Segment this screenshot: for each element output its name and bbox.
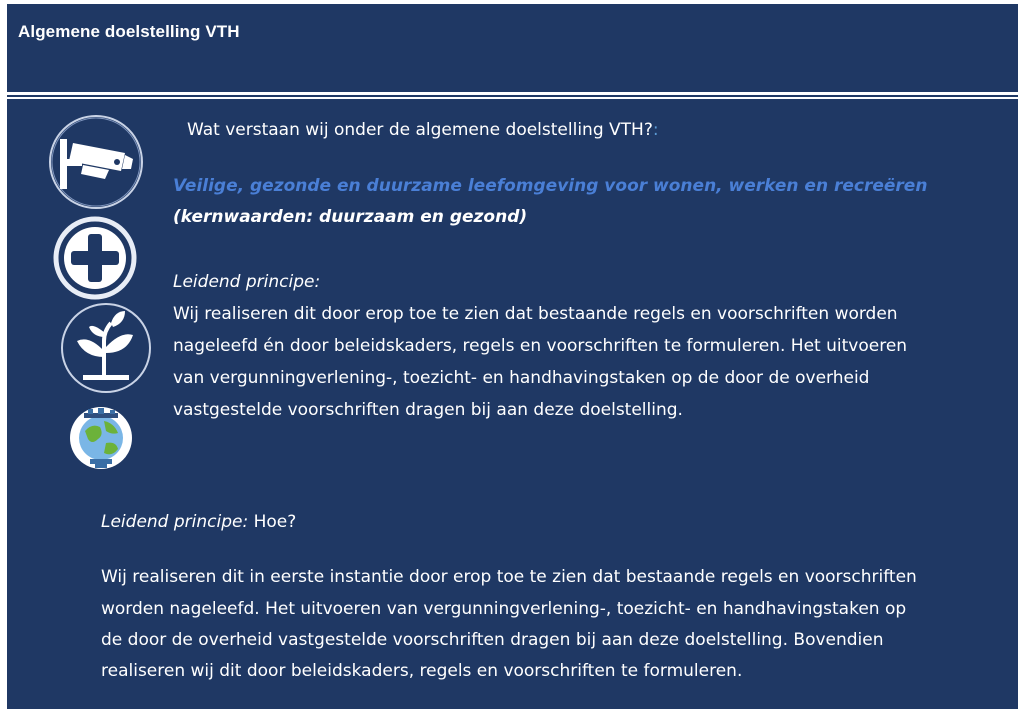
medical-cross-icon bbox=[53, 216, 137, 300]
principle-1-line: van vergunningverlening-, toezicht- en handhavingstaken op de door de overheid bbox=[173, 368, 870, 388]
globe-icon bbox=[68, 405, 134, 471]
principle-1-title: Leidend principe: bbox=[173, 272, 321, 292]
principle-2-line: worden nageleefd. Het uitvoeren van vergunningverlening-, toezicht- en handhavingstaken op bbox=[101, 599, 907, 619]
principle-1-line: nageleefd én door beleidskaders, regels en voorschriften te formuleren. Het uitvoeren bbox=[173, 336, 908, 356]
principle-1-line: Wij realiseren dit door erop toe te zien dat bestaande regels en voorschriften worden bbox=[173, 304, 898, 324]
header-bar bbox=[7, 4, 1018, 92]
page-title: Algemene doelstelling VTH bbox=[18, 22, 240, 41]
security-camera-icon bbox=[47, 113, 145, 211]
intro-question-text: Wat verstaan wij onder de algemene doelstelling VTH? bbox=[187, 120, 653, 140]
principle-2-title bbox=[101, 512, 296, 532]
principle-2-label: Leidend principe: bbox=[101, 512, 249, 532]
principle-2-line: de door de overheid vastgestelde voorschriften dragen bij aan deze doelstelling. Bovendien bbox=[101, 630, 884, 650]
principle-2-line: Wij realiseren dit in eerste instantie door erop toe te zien dat bestaande regels en voorschriften bbox=[101, 567, 917, 587]
principle-1-line: vastgestelde voorschriften dragen bij aan deze doelstelling. bbox=[173, 400, 683, 420]
content-panel bbox=[7, 99, 1018, 709]
intro-question bbox=[187, 120, 659, 140]
principle-2-suffix: Hoe? bbox=[248, 512, 297, 532]
plant-icon bbox=[59, 301, 153, 395]
goal-statement: Veilige, gezonde en duurzame leefomgeving voor wonen, werken en recreëren bbox=[173, 176, 928, 196]
core-values: (kernwaarden: duurzaam en gezond) bbox=[173, 207, 528, 227]
intro-question-colon: : bbox=[652, 120, 659, 140]
principle-2-line: realiseren wij dit door beleidskaders, regels en voorschriften te formuleren. bbox=[101, 661, 743, 681]
divider bbox=[7, 95, 1018, 97]
